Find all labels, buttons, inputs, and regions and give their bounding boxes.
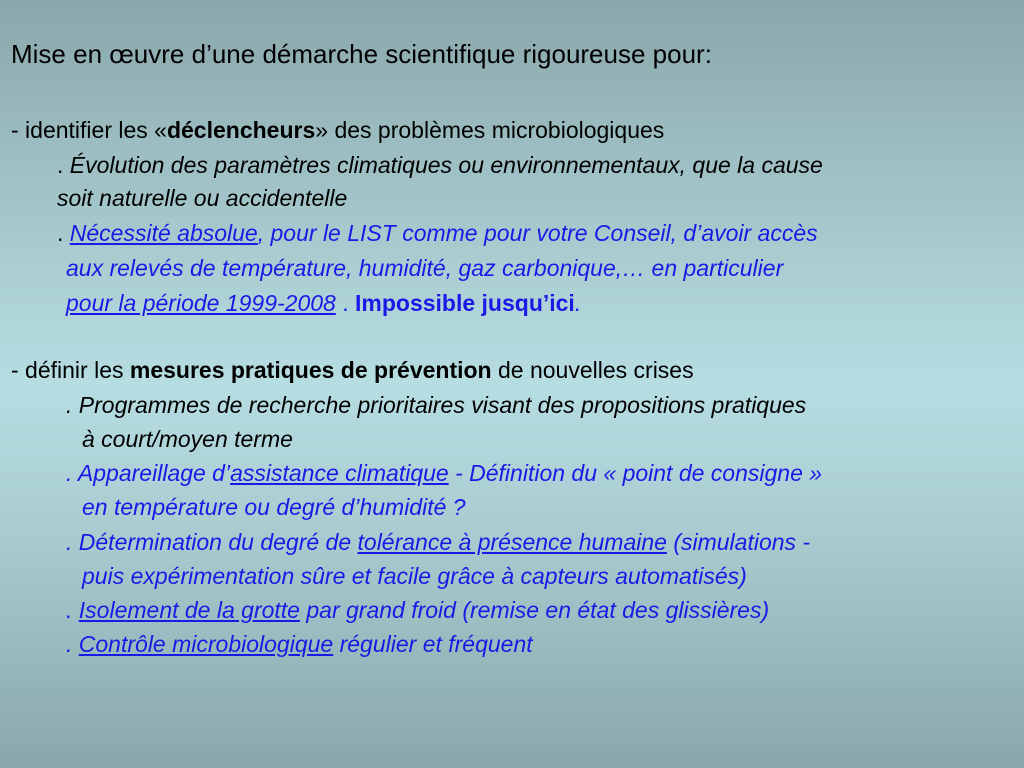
section2-intro-post: de nouvelles crises [491, 357, 694, 383]
section1-item2-line1 [57, 218, 818, 248]
section2-item3-line1 [66, 527, 810, 557]
assistance-climatique-link[interactable]: assistance climatique [230, 460, 449, 486]
section1-item2-dot: . [57, 220, 70, 246]
controle-link[interactable]: Contrôle microbiologique [78, 631, 334, 657]
section2-item5-rest: régulier et fréquent [333, 631, 533, 657]
isolement-link[interactable]: Isolement de la grotte [78, 597, 300, 623]
section1-item2-text: , pour le LIST comme pour votre Conseil, d’avoir accès [257, 220, 818, 246]
section2-item4-rest: par grand froid (remise en état des glissières) [299, 597, 770, 623]
section2-item3-rest: (simulations - [666, 529, 811, 555]
section1-intro-post: » des problèmes microbiologiques [315, 117, 665, 143]
tolerance-link[interactable]: tolérance à présence humaine [357, 529, 667, 555]
section1-item2-end: . [574, 290, 582, 316]
section2-item5 [66, 629, 533, 659]
section2-item2-line2: en température ou degré d’humidité ? [82, 494, 466, 520]
section1-item1-line1 [57, 150, 823, 180]
section2-item1-line1: . Programmes de recherche prioritaires visant des propositions pratiques [66, 392, 807, 418]
section2-item2-rest: - Définition du « point de consigne » [448, 460, 823, 486]
section1-item2-line2: aux relevés de température, humidité, gaz carbonique,… en particulier [66, 255, 784, 281]
section2-intro-bold: mesures pratiques de prévention [129, 357, 492, 383]
section2-intro-pre: - définir les [11, 357, 130, 383]
section1-item1-line2: soit naturelle ou accidentelle [57, 185, 348, 211]
section2-item2-pre: . Appareillage d’ [66, 460, 231, 486]
section2-item2-line1 [66, 458, 822, 488]
slide-title-text: Mise en œuvre d’une démarche scientifique rigoureuse pour: [11, 39, 712, 69]
impossible-text: Impossible jusqu’ici [355, 290, 575, 316]
section2-item1-line2: à court/moyen terme [82, 426, 293, 452]
section1-intro [11, 115, 664, 145]
periode-link[interactable]: pour la période 1999-2008 [66, 290, 336, 316]
necessite-absolue-link[interactable]: Nécessité absolue [69, 220, 258, 246]
section2-item5-pre: . [66, 631, 79, 657]
section1-item1-text: Évolution des paramètres climatiques ou environnementaux, que la cause [69, 152, 823, 178]
section1-item1-dot: . [57, 152, 70, 178]
section2-item4 [66, 595, 769, 625]
section2-item4-pre: . [66, 597, 79, 623]
section2-item3-line2: puis expérimentation sûre et facile grâce à capteurs automatisés) [82, 563, 747, 589]
section1-intro-bold: déclencheurs [166, 117, 316, 143]
slide-title [11, 38, 712, 70]
section2-item3-pre: . Détermination du degré de [66, 529, 358, 555]
section1-intro-pre: - identifier les « [11, 117, 167, 143]
section1-item2-sep: . [335, 290, 355, 316]
section2-intro [11, 355, 694, 385]
section1-item2-line3 [66, 288, 581, 318]
